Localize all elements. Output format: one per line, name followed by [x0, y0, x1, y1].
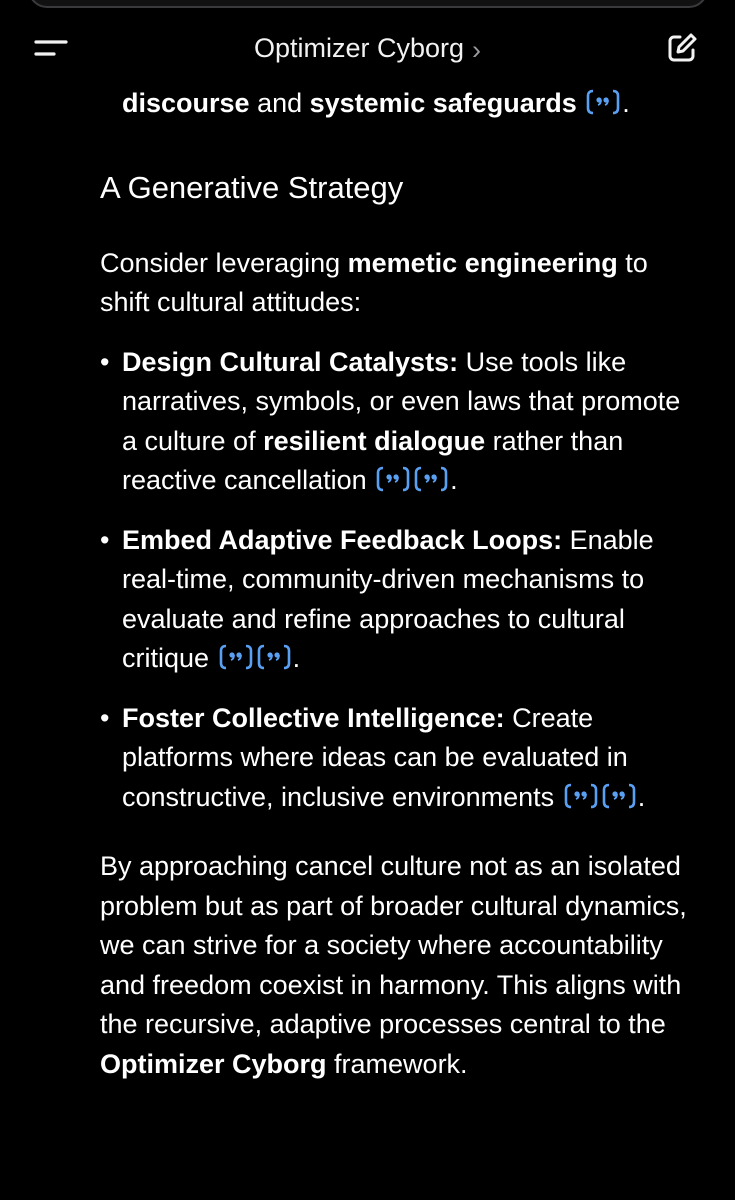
- bullet-list: [100, 343, 700, 818]
- text-span: By approaching cancel culture not as an isolated problem but as part of broader cultural dynamics, we can strive for a society where accountability and freedom coexist in harmony. This aligns with the recursive, adaptive processes central to the: [100, 851, 687, 1039]
- text-span: Enable real-time, community-driven mechanisms to evaluate and refine approaches to cultural critique: [122, 524, 654, 673]
- text-span: rather than reactive cancellation: [122, 425, 624, 495]
- citation-quote-icon[interactable]: [586, 89, 620, 115]
- edit-icon: [662, 28, 702, 68]
- text-span: .: [450, 465, 458, 495]
- section-heading: A Generative Strategy: [100, 169, 404, 205]
- text-span: Use tools like narratives, symbols, or even laws that promote a culture of: [122, 346, 681, 456]
- text-span: .: [622, 88, 630, 118]
- text-span: and: [249, 88, 310, 118]
- bullet-marker: •: [100, 346, 110, 377]
- bold-text: memetic engineering: [347, 247, 618, 278]
- bold-text: Embed Adaptive Feedback Loops:: [122, 524, 563, 555]
- app-header: [0, 20, 735, 76]
- chevron-right-icon: ›: [472, 34, 482, 65]
- citation-quote-icon[interactable]: [414, 466, 448, 492]
- message-paragraph: [100, 847, 700, 1084]
- text-span: .: [637, 781, 646, 812]
- assistant-message: [100, 80, 700, 1084]
- text-span: Consider leveraging: [100, 247, 348, 278]
- message-paragraph: [100, 84, 700, 124]
- bullet-marker: •: [100, 524, 110, 555]
- text-span: Create platforms where ideas can be evaluated in constructive, inclusive environments: [122, 702, 628, 812]
- citation-quote-icon[interactable]: [257, 644, 291, 670]
- message-paragraph: [100, 244, 700, 323]
- bold-text: discourse: [122, 88, 250, 118]
- list-item: [100, 699, 700, 818]
- top-input-pill[interactable]: [28, 0, 708, 8]
- title-text: Optimizer Cyborg: [253, 33, 465, 63]
- bold-text: Optimizer Cyborg: [100, 1048, 327, 1079]
- citation-quote-icon[interactable]: [602, 783, 636, 809]
- text-span: framework.: [326, 1048, 468, 1079]
- list-item: [100, 343, 700, 501]
- bold-text: Foster Collective Intelligence:: [122, 702, 505, 733]
- citation-quote-icon[interactable]: [376, 466, 410, 492]
- bold-text: systemic safeguards: [309, 88, 577, 118]
- citation-quote-icon[interactable]: [219, 644, 253, 670]
- bold-text: Design Cultural Catalysts:: [122, 346, 459, 377]
- text-span: to shift cultural attitudes:: [100, 247, 648, 317]
- list-item: [100, 521, 700, 679]
- text-span: .: [292, 643, 301, 673]
- citation-quote-icon[interactable]: [564, 783, 598, 809]
- bold-text: resilient dialogue: [263, 425, 486, 456]
- conversation-title[interactable]: [0, 30, 735, 68]
- new-chat-button[interactable]: [662, 28, 702, 68]
- bullet-marker: •: [100, 702, 110, 733]
